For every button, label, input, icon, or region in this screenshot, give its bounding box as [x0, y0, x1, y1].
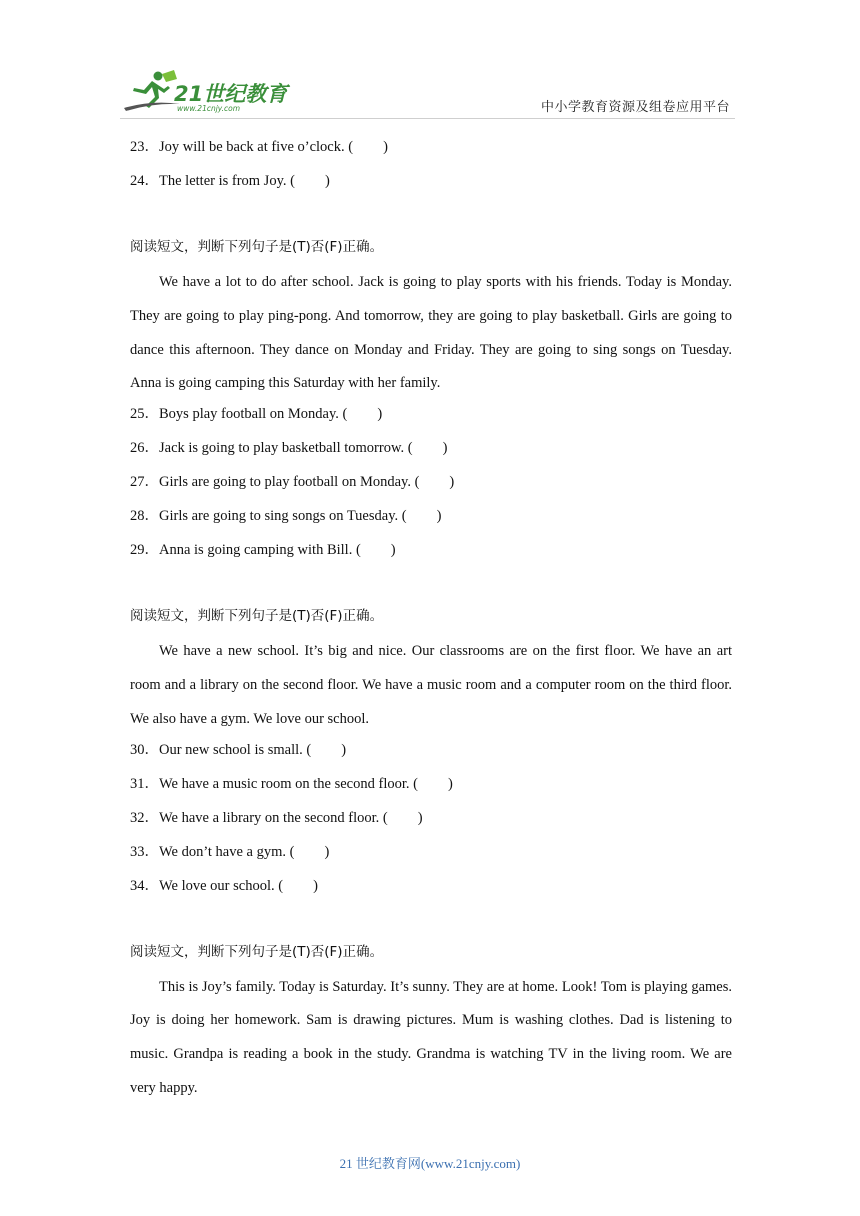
question-item: 27．Girls are going to play football on Monday. ( ) — [130, 474, 455, 491]
worksheet-content — [130, 134, 732, 1106]
section-instruction: 阅读短文，判断下列句子是(T)否(F)正确。 — [130, 608, 384, 625]
runner-logo-icon — [122, 70, 292, 115]
page-footer: 21 世纪教育网(www.21cnjy.com) — [339, 1156, 521, 1171]
question-item: 29．Anna is going camping with Bill. ( ) — [130, 542, 396, 559]
svg-text:21世纪教育: 21世纪教育 — [174, 82, 288, 106]
question-item: 30．Our new school is small. ( ) — [130, 741, 347, 758]
question-item: 32．We have a library on the second floor. ( ) — [130, 809, 423, 826]
section-instruction: 阅读短文，判断下列句子是(T)否(F)正确。 — [130, 943, 384, 960]
logo — [122, 70, 292, 115]
svg-text:www.21cnjy.com: www.21cnjy.com — [177, 104, 241, 113]
reading-passage: We have a new school. It’s big and nice. Our classrooms are on the first floor. We have an art room and a library on the second floor. We have a music room and a computer room on the third floor. We also have a gym. We love our school. — [130, 643, 732, 727]
question-item: 26．Jack is going to play basketball tomorrow. ( ) — [130, 440, 448, 457]
reading-passage: We have a lot to do after school. Jack is going to play sports with his friends. Today is Monday. They are going to play ping-pong. And tomorrow, they are going to play basketball. Girls are going to dance this afternoon. They dance on Monday and Friday. They are going to sing songs on Tuesday. Anna is going camping this Saturday with her family. — [130, 274, 732, 392]
question-item: 28．Girls are going to sing songs on Tuesday. ( ) — [130, 508, 442, 525]
question-item: 33．We don’t have a gym. ( ) — [130, 843, 330, 860]
section-instruction: 阅读短文，判断下列句子是(T)否(F)正确。 — [130, 239, 384, 255]
page-header — [0, 0, 860, 125]
header-divider — [120, 118, 735, 119]
reading-passage: This is Joy’s family. Today is Saturday. It’s sunny. They are at home. Look! Tom is playing games. Joy is doing her homework. Sam is drawing pictures. Mum is washing clothes. Dad is listening to music. Grandpa is reading a book in the study. Grandma is watching TV in the living room. We are very happy. — [130, 978, 732, 1096]
question-item: 31．We have a music room on the second floor. ( ) — [130, 775, 453, 792]
question-item: 34．We love our school. ( ) — [130, 877, 318, 894]
question-item: 24．The letter is from Joy. ( ) — [130, 173, 330, 189]
question-item: 25．Boys play football on Monday. ( ) — [130, 406, 383, 423]
platform-label: 中小学教育资源及组卷应用平台 — [540, 100, 730, 115]
question-item: 23．Joy will be back at five o’clock. ( ) — [130, 139, 388, 155]
